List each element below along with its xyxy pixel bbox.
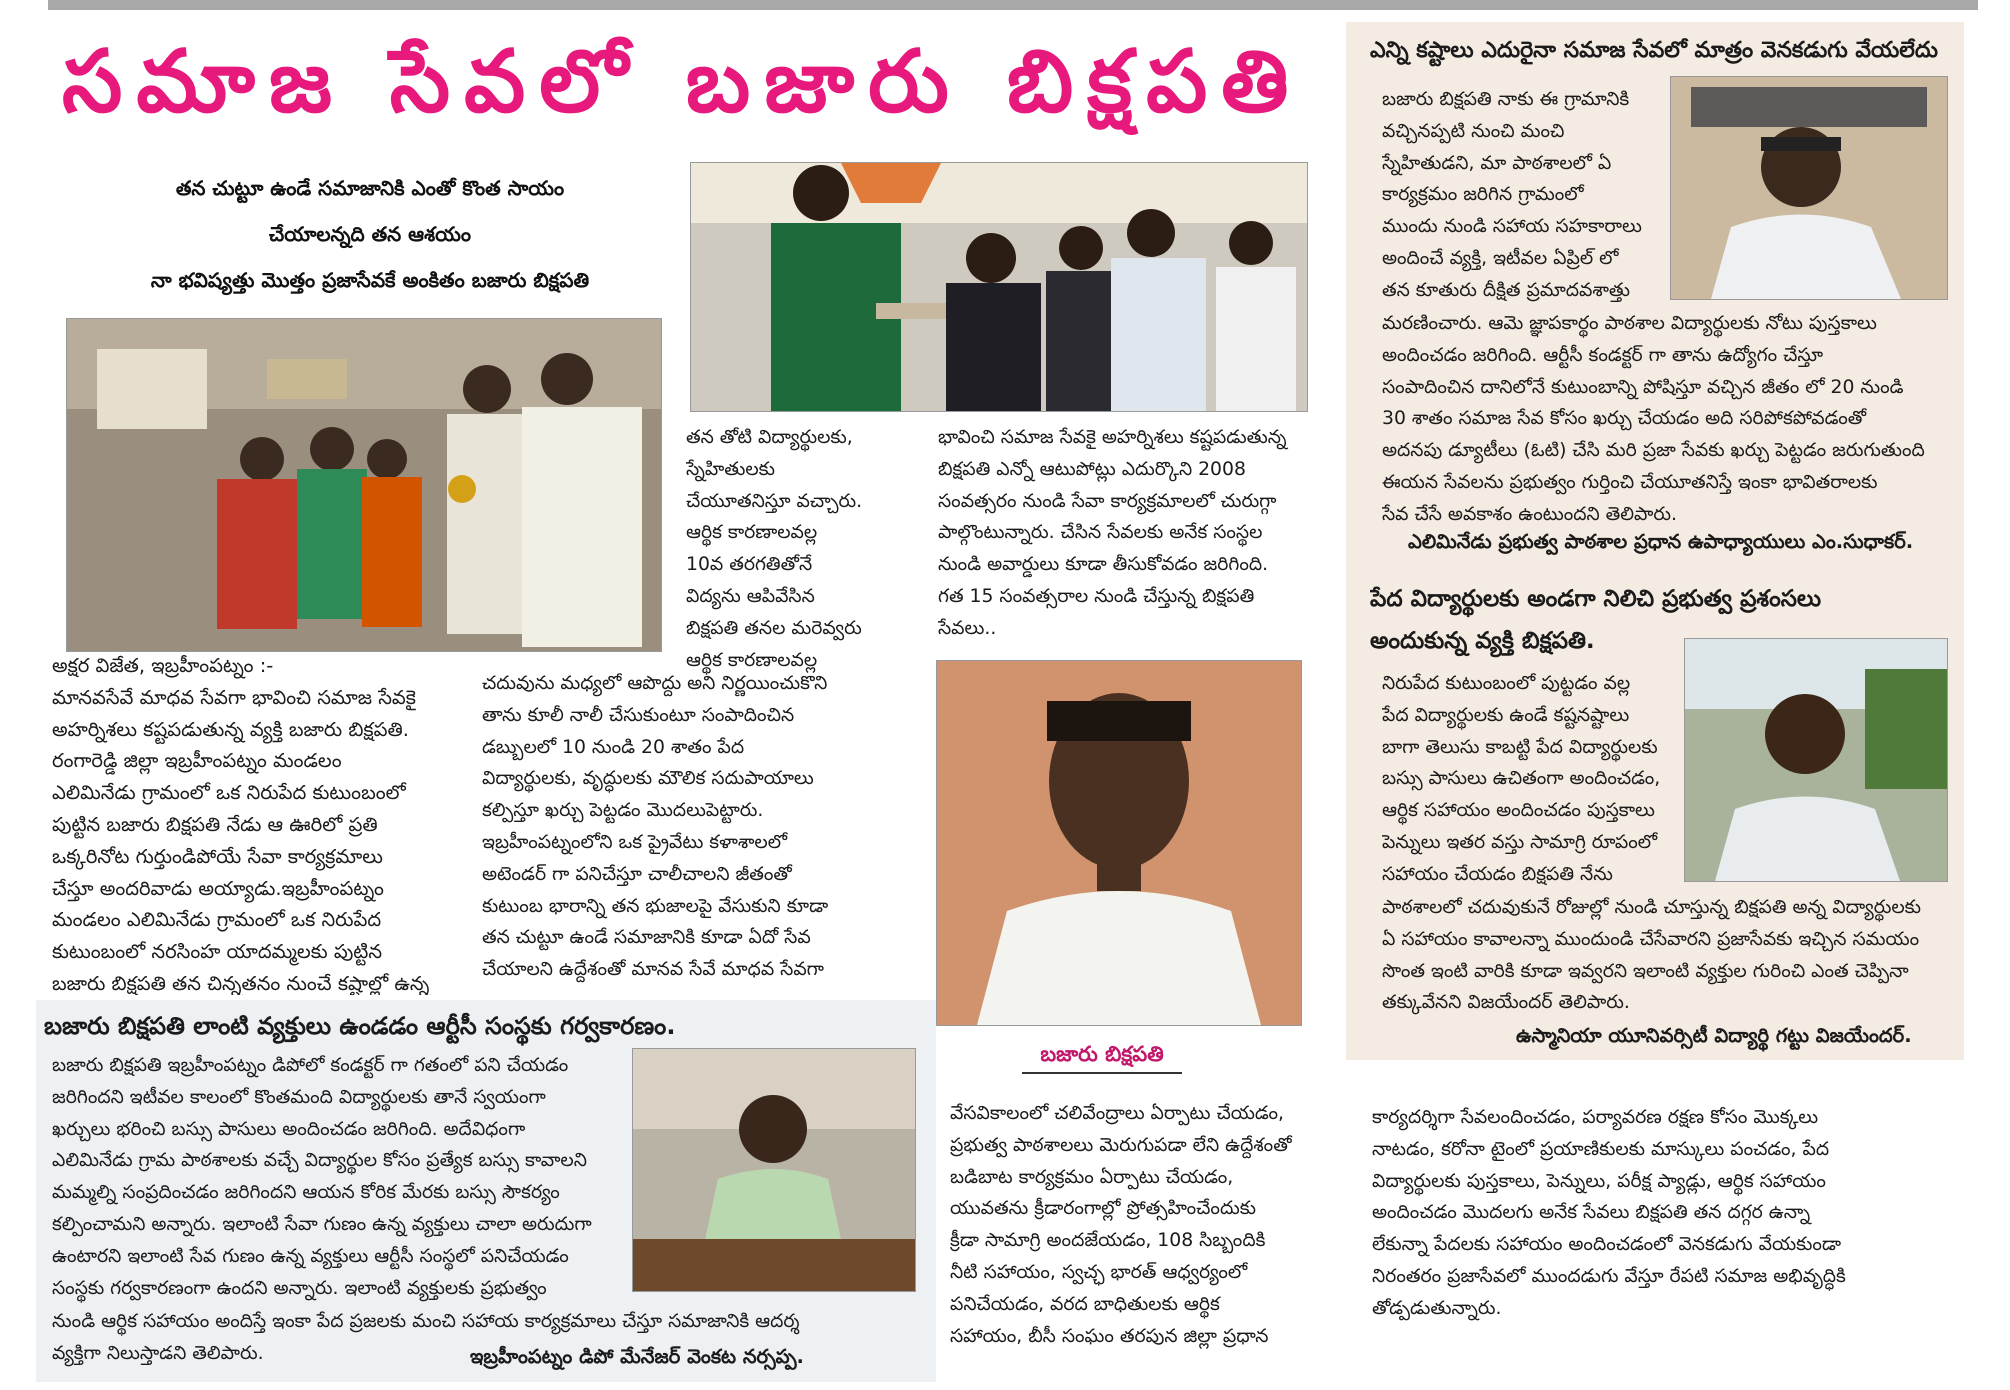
- subheading-line-2: చేయాలన్నది తన ఆశయం: [269, 222, 471, 246]
- testimonial-3-title: బజారు బిక్షపతి లాంటి వ్యక్తులు ఉండడం ఆర్టీసీ సంస్థకు గర్వకారణం.: [44, 1012, 676, 1040]
- main-story-column-1: అక్షర విజేత, ఇబ్రహీంపట్నం :- మానవసేవే మాధవ సేవగా భావించి సమాజ సేవకై అహర్నిశలు కష్టపడుతున్న వ్యక్తి బజారు బిక్షపతి. రంగారెడ్డి జిల్లా ఇబ్రహీంపట్నం మండలం ఎలిమినేడు గ్రామంలో ఒక నిరుపేద కుటుంబంలో పుట్టిన బజారు బిక్షపతి నేడు ఆ ఊరిలో ప్రతి ఒక్కరినోట గుర్తుండిపోయే సేవా కార్యక్రమాలు చేస్తూ అందరివాడు అయ్యాడు.ఇబ్రహీంపట్నం మండలం ఎలిమినేడు గ్రామంలో ఒక నిరుపేద కుటుంబంలో నరసింహ యాదమ్మలకు పుట్టిన బజారు బిక్షపతి తన చిన్నతనం నుంచే కష్టాల్లో ఉన్న: [52, 654, 430, 995]
- testimonial-1-text-narrow: బజారు బిక్షపతి నాకు ఈ గ్రామానికి వచ్చినప్పటి నుంచి మంచి స్నేహితుడని, మా పాఠశాలలో ఏ కార్యక్రమం జరిగిన గ్రామంలో ముందు నుండి సహాయ సహకారాలు అందించే వ్యక్తి, ఇటీవల ఏప్రిల్ లో తన కూతురు దీక్షిత ప్రమాదవశాత్తు: [1382, 89, 1642, 301]
- subheading-line-3: నా భవిష్యత్తు మొత్తం ప్రజాసేవకే అంకితం బజారు బిక్షపతి: [150, 268, 590, 292]
- testimonial-3-text-wide: నుండి ఆర్థిక సహాయం అందిస్తే ఇంకా పేద ప్రజలకు మంచి సహాయ కార్యక్రమాలు చేస్తూ సమాజానికి ఆదర్శ వ్యక్తిగా నిలుస్తాడని తెలిపారు.: [52, 1311, 800, 1364]
- testimonial-3-signature: ఇబ్రహీంపట్నం డిపో మేనేజర్ వెంకట నర్సప్ప.: [470, 1345, 804, 1368]
- main-story-column-2-top: తన తోటి విద్యార్థులకు, స్నేహితులకు చేయూతనిస్తూ వచ్చారు. ఆర్థిక కారణాలవల్ల 10వ తరగతితోనే విద్యను ఆపివేసిన బిక్షపతి తనల మరెవ్వరు ఆర్థిక కారణాలవల్ల: [686, 427, 863, 671]
- main-story-column-2-bottom: చదువును మధ్యలో ఆపొద్దు అని నిర్ణయించుకొని తాను కూలీ నాలీ చేసుకుంటూ సంపాదించిన డబ్బులలో 10 నుండి 20 శాతం పేద విద్యార్థులకు, వృద్ధులకు మౌలిక సదుపాయాలు కల్పిస్తూ ఖర్చు పెట్టడం మొదలుపెట్టారు. ఇబ్రహీంపట్నంలోని ఒక ప్రైవేటు కళాశాలలో అటెండర్ గా పనిచేస్తూ చాలీచాలని జీతంతో కుటుంబ భారాన్ని తన భుజాలపై వేసుకుని కూడా తన చుట్టూ ఉండే సమాజానికి కూడా ఏదో సేవ చేయాలని ఉద్దేశంతో మానవ సేవే మాధవ సేవగా: [482, 673, 829, 981]
- testimonial-2-text-narrow: నిరుపేద కుటుంబంలో పుట్టడం వల్ల పేద విద్యార్థులకు ఉండే కష్టనష్టాలు బాగా తెలుసు కాబట్టి పేద విద్యార్థులకు బస్సు పాసులు ఉచితంగా అందించడం, ఆర్థిక సహాయం అందించడం పుస్తకాలు పెన్నులు ఇతర వస్తు సామాగ్రి రూపంలో సహాయం చేయడం బిక్షపతి నేను: [1382, 673, 1661, 885]
- headmaster-photo: [1670, 76, 1948, 300]
- testimonial-1-signature: ఎలిమినేడు ప్రభుత్వ పాఠశాల ప్రధాన ఉపాధ్యాయులు ఎం.సుధాకర్.: [1408, 530, 1914, 553]
- testimonial-3-text-narrow: బజారు బిక్షపతి ఇబ్రహీంపట్నం డిపోలో కండక్టర్ గా గతంలో పని చేయడం జరిగిందని ఇటీవల కాలంలో కొంతమంది విద్యార్థులకు తానే స్వయంగా ఖర్చులు భరించి బస్సు పాసులు అందించడం జరిగింది. అదేవిధంగా ఎలిమినేడు గ్రామ పాఠశాలకు వచ్చే విద్యార్థుల కోసం ప్రత్యేక బస్సు కావాలని మమ్మల్ని సంప్రదించడం జరిగిందని ఆయన కోరిక మేరకు బస్సు సౌకర్యం కల్పించామని అన్నారు. ఇలాంటి సేవా గుణం ఉన్న వ్యక్తులు చాలా అరుదుగా ఉంటారని ఇలాంటి సేవ గుణం ఉన్న వ్యక్తులు ఆర్టీసీ సంస్థలో పనిచేయడం సంస్థకు గర్వకారణంగా ఉందని అన్నారు. ఇలాంటి వ్యక్తులకు ప్రభుత్వం: [52, 1055, 592, 1299]
- testimonial-2-title-line-2: అందుకున్న వ్యక్తి బిక్షపతి.: [1370, 628, 1595, 654]
- main-story-column-4: కార్యదర్శిగా సేవలందించడం, పర్యావరణ రక్షణ కోసం మొక్కలు నాటడం, కరోనా టైంలో ప్రయాణికులకు మాస్కులు పంచడం, పేద విద్యార్థులకు పుస్తకాలు, పెన్నులు, పరీక్ష ప్యాడ్లు, ఆర్థిక సహాయం అందించడం మొదలగు అనేక సేవలు బిక్షపతి తన దగ్గర ఉన్నా లేకున్నా పేదలకు సహాయం అందించడంలో వెనకడుగు వేయకుండా నిరంతరం ప్రజాసేవలో ముందడుగు వేస్తూ రేపటి సమాజ అభివృద్ధికి తోడ్పడుతున్నారు.: [1372, 1107, 1846, 1319]
- bikshapathi-portrait-photo: [936, 660, 1302, 1026]
- subheading-line-1: తన చుట్టూ ఉండే సమాజానికి ఎంతో కొంత సాయం: [175, 176, 565, 200]
- testimonial-2-signature: ఉస్మానియా యూనివర్సిటీ విద్యార్థి గట్టు విజయేందర్.: [1516, 1024, 1912, 1047]
- students-award-photo: [66, 318, 662, 652]
- student-vijayender-photo: [1684, 638, 1948, 882]
- main-story-column-3-bottom: వేసవికాలంలో చలివేంద్రాలు ఏర్పాటు చేయడం, ప్రభుత్వ పాఠశాలలు మెరుగుపడా లేని ఉద్దేశంతో బడిబాట కార్యక్రమం ఏర్పాటు చేయడం, యువతను క్రీడారంగాల్లో ప్రోత్సహించేందుకు క్రీడా సామాగ్రి అందజేయడం, 108 సిబ్బందికి నీటి సహాయం, స్వచ్ఛ భారత్ ఆధ్వర్యంలో పనిచేయడం, వరద బాధితులకు ఆర్థిక సహాయం, బీసీ సంఘం తరపున జిల్లా ప్రధాన: [950, 1103, 1292, 1347]
- page-headline: సమాజ సేవలో బజారు బిక్షపతి: [62, 32, 1303, 132]
- testimonial-2-text-wide: పాఠశాలలో చదువుకునే రోజుల్లో నుండి చూస్తున్న బిక్షపతి అన్న విద్యార్థులకు ఏ సహాయం కావాలన్నా ముందుండి చేసేవారని ప్రజాసేవకు ఇచ్చిన సమయం సొంత ఇంటి వారికి కూడా ఇవ్వరని ఇలాంటి వ్యక్తుల గురించి ఎంత చెప్పినా తక్కువేనని విజయేందర్ తెలిపారు.: [1382, 897, 1921, 1014]
- main-story-column-3-top: భావించి సమాజ సేవకై అహర్నిశలు కష్టపడుతున్న బిక్షపతి ఎన్నో ఆటుపోట్లు ఎదుర్కొని 2008 సంవత్సరం నుండి సేవా కార్యక్రమాలలో చురుగ్గా పాల్గొంటున్నారు. చేసిన సేవలకు అనేక సంస్థల నుండి అవార్డులు కూడా తీసుకోవడం జరిగింది. గత 15 సంవత్సరాల నుండి చేస్తున్న బిక్షపతి సేవలు..: [938, 427, 1287, 639]
- testimonial-2-title-line-1: పేద విద్యార్థులకు అండగా నిలిచి ప్రభుత్వ ప్రశంసలు: [1370, 586, 1822, 612]
- testimonial-1-text-wide: మరణించారు. ఆమె జ్ఞాపకార్థం పాఠశాల విద్యార్థులకు నోటు పుస్తకాలు అందించడం జరిగింది. ఆర్టీసీ కండక్టర్ గా తాను ఉద్యోగం చేస్తూ సంపాదించిన దానిలోనే కుటుంబాన్ని పోషిస్తూ వచ్చిన జీతం లో 20 నుండి 30 శాతం సమాజ సేవ కోసం ఖర్చు చేయడం అది సరిపోకపోవడంతో అదనపు డ్యూటీలు (ఓటి) చేసి మరి ప్రజా సేవకు ఖర్చు పెట్టడం జరుగుతుంది ఈయన సేవలను ప్రభుత్వం గుర్తించి చేయూతనిస్తే ఇంకా భావితరాలకు సేవ చేసే అవకాశం ఉంటుందని తెలిపారు.: [1382, 313, 1925, 525]
- top-rule: [48, 0, 1978, 10]
- testimonial-1-title: ఎన్ని కష్టాలు ఎదురైనా సమాజ సేవలో మాత్రం వెనకడుగు వేయలేదు: [1370, 38, 1939, 63]
- portrait-caption: బజారు బిక్షపతి: [1022, 1042, 1182, 1074]
- award-ceremony-photo: [690, 162, 1308, 412]
- depot-manager-photo: [632, 1048, 916, 1292]
